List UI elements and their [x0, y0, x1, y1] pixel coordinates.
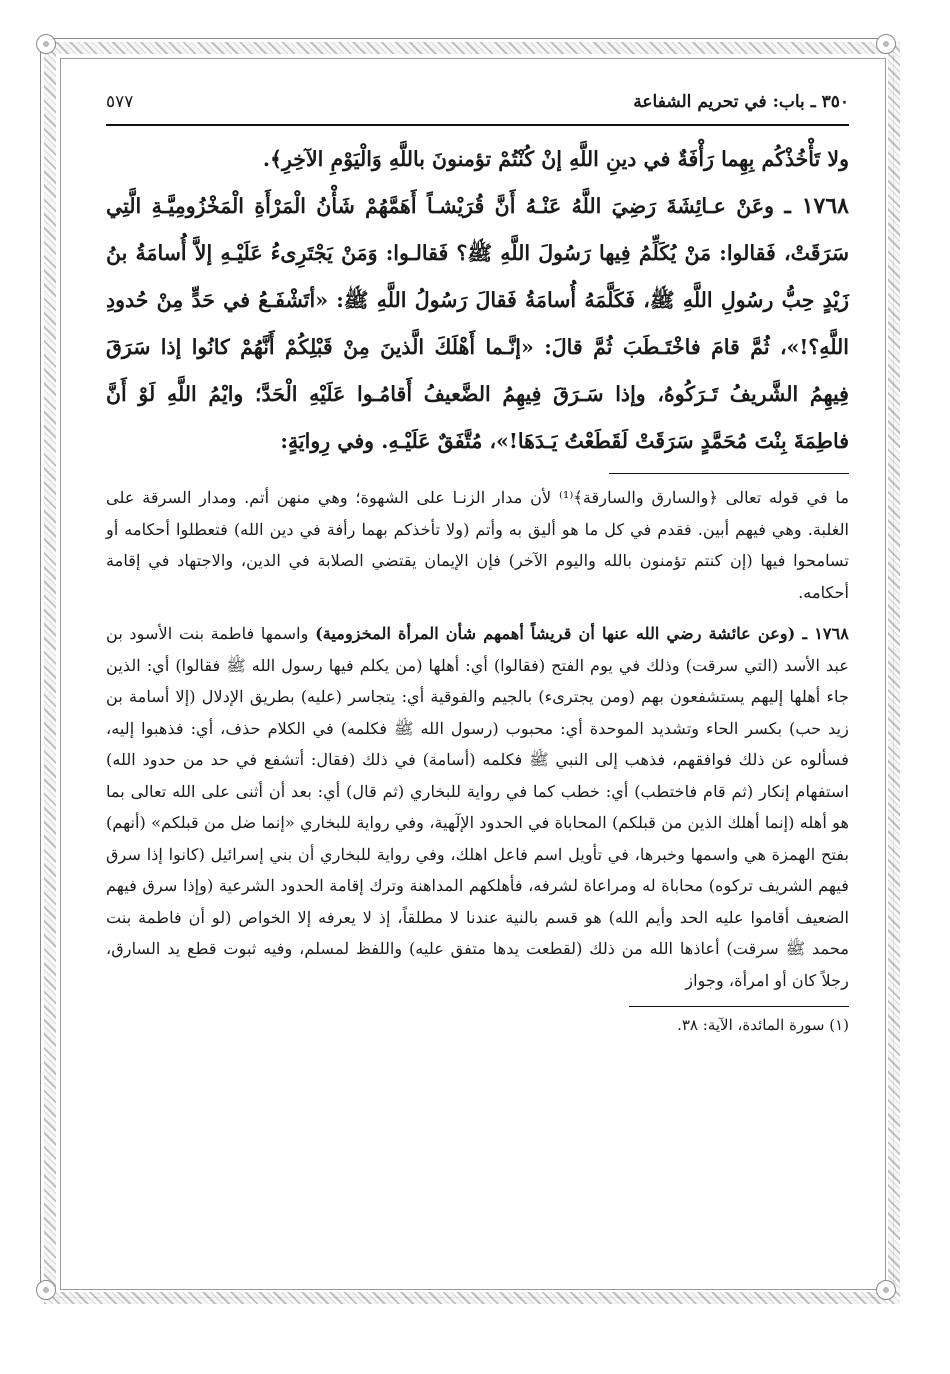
corner-ornament-icon [36, 34, 56, 54]
commentary-paragraph: ما في قوله تعالى ﴿والسارق والسارقة﴾⁽¹⁾ لأن مدار الزنـا على الشهوة؛ وهي منهن أتم. ومدار السرقة على الغلبة. وهي فيهم أبين. فقدم في كل ما هو أليق به وأتم (ولا تأخذكم بهما رأفة في دين الله) فتعطلوا أحكامه أو تسامحوا فيها (إن كنتم تؤمنون بالله واليوم الآخر) فإن الإيمان يقتضي الصلابة في الدين، والاجتهاد في إقامة أحكامه. [106, 488, 849, 602]
commentary [106, 482, 849, 996]
hadith-text: وعَنْ عـائِشَةَ رَضِيَ اللَّهُ عَنْـهُ أَنَّ قُرَيْشـاً أَهَمَّهُمْ شَأْنُ الْمَرْأَةِ الْمَخْزُومِيَّـةِ الَّتِي سَرَقَتْ، فَقالوا: مَنْ يُكَلِّمُ فِيها رَسُولَ اللَّهِ ﷺ؟ فَقالـوا: وَمَنْ يَجْتَرِىءُ عَلَيْـهِ إلاَّ أُسامَةُ بنُ زَيْدٍ حِبُّ رسُولِ اللَّهِ ﷺ، فَكَلَّمَهُ أُسامَةُ فَقالَ رَسُولُ اللَّهِ ﷺ: «أتَشْفَـعُ في حَدٍّ مِنْ حُدودِ اللَّهِ؟!»، ثُمَّ قامَ فاخْتَـطَبَ ثُمَّ قالَ: «إنَّـما أَهْلَكَ الَّذينَ مِنْ قَبْلِكُمْ أَنَّهُمْ كانُوا إذا سَرَقَ فِيهِمُ الشَّريفُ تَـرَكُوهُ، وإذا سَـرَقَ فِيهِمُ الضَّعيفُ أَقامُـوا عَلَيْهِ الْحَدَّ؛ وايْمُ اللَّهِ لَوْ أَنَّ فاطِمَةَ بِنْتَ مُحَمَّدٍ سَرَقَتْ لَقَطَعْتُ يَـدَهَا!»، مُتَّفَقٌ عَلَيْـهِ. وفي رِوايَةٍ: [106, 194, 849, 453]
commentary-body: واسمها فاطمة بنت الأسود بن عبد الأسد (التي سرقت) وذلك في يوم الفتح (فقالوا) أي: أهلها (من يكلم فيها رسول الله ﷺ فقالوا) أي: الذين جاء أهلها إليهم يستشفعون بهم (ومن يجترىء) بالجيم والفوقية أي: يتجاسر (عليه) بطريق الإدلال (إلا أسامة بن زيد حب) بكسر الحاء وتشديد الموحدة أي: محبوب (رسول الله ﷺ فكلمه) في الكلام حذف، أي: فذهبوا إليه، فسألوه عن ذلك فوافقهم، فذهب إلى النبي ﷺ فكلمه (أسامة) في ذلك (فقال: أتشفع في حد من حدود الله) استفهام إنكار (ثم قام فاختطب) أي: خطب كما في رواية للبخاري (ثم قال) أي: بعد أن أثنى على الله تعالى بما هو أهله (إنما أهلك الذين من قبلكم) المحاباة في الحدود الإلٓهية، وفي رواية للبخاري «إنما ضل من قبلكم» (أنهم) بفتح الهمزة هي واسمها وخبرها، في تأويل اسم فاعل اهلك، وفي رواية للبخاري أن بني إسرائيل (كانوا إذا سرق فيهم الشريف تركوه) محاباة له ومراعاة لشرفه، فأهلكهم المداهنة وترك إقامة الحدود الشرعية (وإذا سرق فيهم الضعيف أقاموا عليه الحد وأيم الله) هو قسم بالنية عندنا لا مطلقاً، إذ لا يعرفه إلا الخواص (لو أن فاطمة بنت محمد ﷺ سرقت) أعاذها الله من ذلك (لقطعت يدها متفق عليه) واللفظ لمسلم، وفيه ثبوت قطع يد السارق، رجلاً كان أو امرأة، وجواز [106, 624, 849, 990]
footnote: (١) سورة المائدة، الآية: ٣٨. [677, 1016, 849, 1034]
page-number: ٥٧٧ [106, 92, 134, 112]
section-divider [609, 473, 849, 474]
hadith-number: ١٧٦٨ ـ [784, 193, 849, 219]
main-text [106, 136, 849, 465]
corner-ornament-icon [876, 34, 896, 54]
footnote-divider [629, 1006, 849, 1007]
commentary-paragraph [106, 618, 849, 996]
hadith-paragraph [106, 183, 849, 465]
corner-ornament-icon [876, 1280, 896, 1300]
verse-line: ولا تَأْخُذْكُم بِهِما رَأْفَةٌ في دينِ اللَّهِ إنْ كُنْتُمْ تؤمنونَ باللَّهِ وَالْيَوْمِ الآخِرِ﴾. [262, 147, 849, 171]
commentary-lead: ١٧٦٨ ـ (وعن عائشة رضي الله عنها أن قريشاً أهمهم شأن المرأة المخزومية) [315, 624, 849, 643]
running-header [106, 86, 849, 126]
corner-ornament-icon [36, 1280, 56, 1300]
book-page [106, 86, 849, 1037]
chapter-title: ٣٥٠ ـ باب: في تحريم الشفاعة [633, 92, 849, 112]
